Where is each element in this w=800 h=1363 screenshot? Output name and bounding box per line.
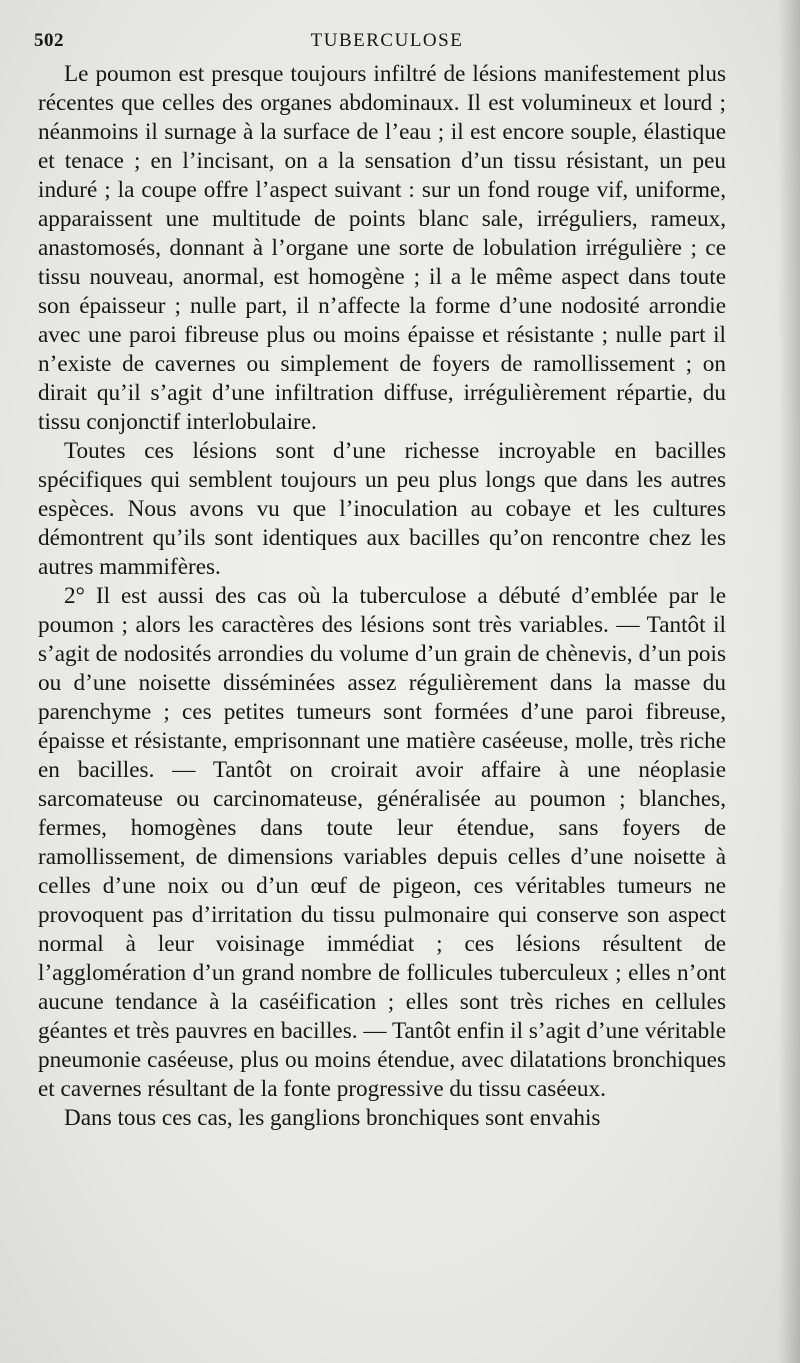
running-title: TUBERCULOSE bbox=[310, 30, 464, 51]
page-edge-shadow bbox=[778, 0, 800, 1363]
body-text bbox=[38, 60, 726, 1133]
paragraph-primary-lung-tuberculosis: 2° Il est aussi des cas où la tuberculose a débuté d’emblée par le poumon ; alors les caractères des lésions sont très variables. — Tantôt il s’agit de nodosités arrondies du volume d’un grain de chènevis, d’un pois ou d’une noisette disséminées assez régulièrement dans la masse du parenchyme ; ces petites tumeurs sont formées d’une paroi fibreuse, épaisse et résistante, emprisonnant une matière caséeuse, molle, très riche en bacilles. — Tantôt on croirait avoir affaire à une néoplasie sarcomateuse ou carcinomateuse, généralisée au poumon ; blanches, fermes, homogènes dans toute leur étendue, sans foyers de ramollissement, de dimensions variables depuis celles d’une noisette à celles d’une noix ou d’un œuf de pigeon, ces véritables tumeurs ne provoquent pas d’irritation du tissu pulmonaire qui conserve son aspect normal à leur voisinage immédiat ; ces lésions résultent de l’agglomération d’un grand nombre de follicules tuberculeux ; elles n’ont aucune tendance à la caséification ; elles sont très riches en cellules géantes et très pauvres en bacilles. — Tantôt enfin il s’agit d’une véritable pneumonie caséeuse, plus ou moins étendue, avec dilatations bronchiques et cavernes résultant de la fonte progressive du tissu caséeux. bbox=[38, 583, 726, 1102]
paragraph-lung-infiltration: Le poumon est presque toujours infiltré de lésions manifestement plus récentes que celles des organes abdominaux. Il est volumineux et lourd ; néanmoins il surnage à la surface de l’eau ; il est encore souple, élastique et tenace ; en l’incisant, on a la sensation d’un tissu résistant, un peu induré ; la coupe offre l’aspect suivant : sur un fond rouge vif, uniforme, apparaissent une multitude de points blanc sale, irréguliers, rameux, anastomosés, donnant à l’organe une sorte de lobulation irrégulière ; ce tissu nouveau, anormal, est homogène ; il a le même aspect dans toute son épaisseur ; nulle part, il n’affecte la forme d’une nodosité arrondie avec une paroi fibreuse plus ou moins épaisse et résistante ; nulle part il n’existe de cavernes ou simplement de foyers de ramollissement ; on dirait qu’il s’agit d’une infiltration diffuse, irrégulièrement répartie, du tissu conjonctif interlobulaire. bbox=[38, 61, 726, 435]
paragraph-bacilli: Toutes ces lésions sont d’une richesse incroyable en bacilles spécifiques qui semblent toujours un peu plus longs que dans les autres espèces. Nous avons vu que l’inoculation au cobaye et les cultures démontrent qu’ils sont identiques aux bacilles qu’on rencontre chez les autres mammifères. bbox=[38, 438, 726, 580]
page-number: 502 bbox=[34, 30, 64, 51]
page-header bbox=[34, 30, 740, 58]
paragraph-bronchial-ganglia: Dans tous ces cas, les ganglions bronchiques sont envahis bbox=[64, 1105, 601, 1131]
